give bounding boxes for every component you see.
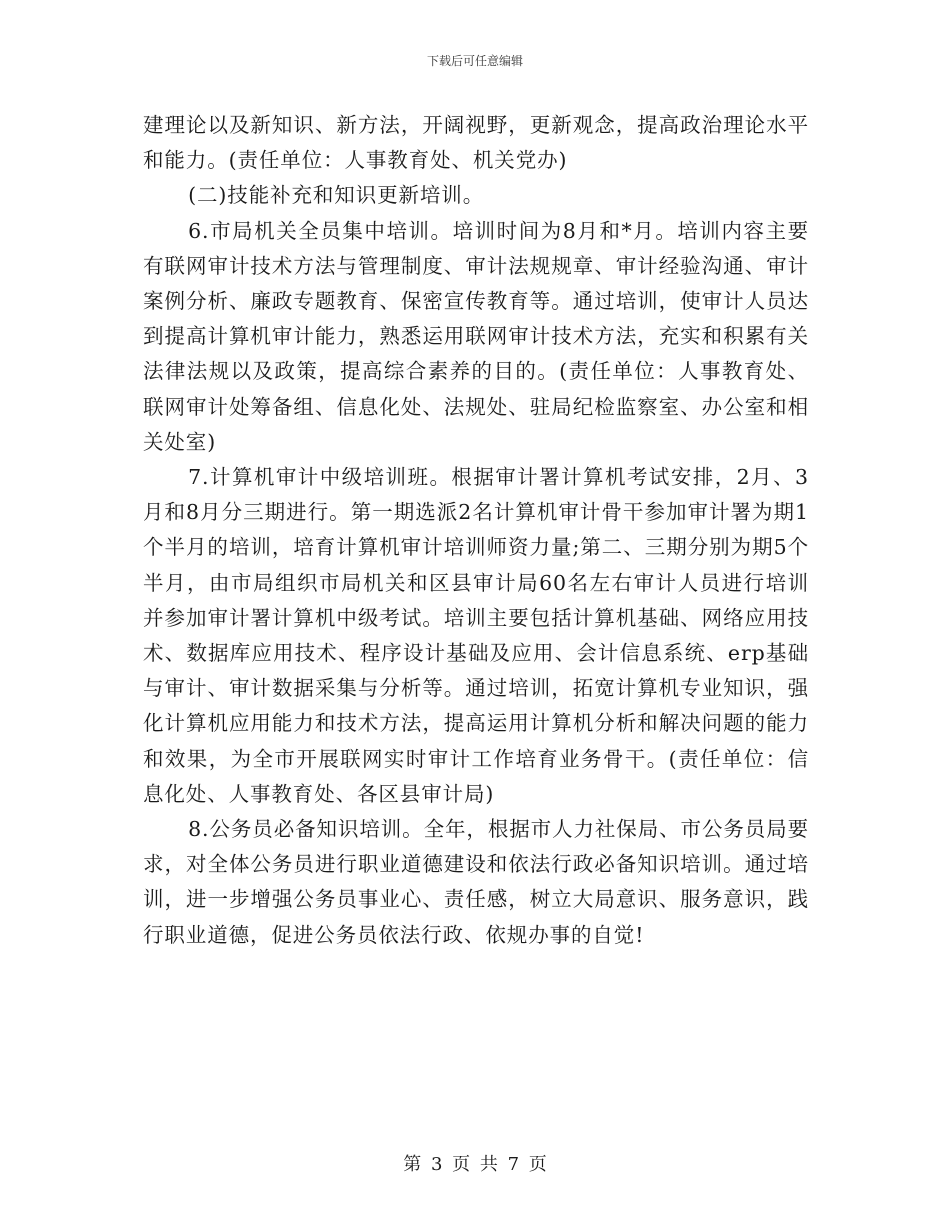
page-header: 下载后可任意编辑 [426, 54, 523, 68]
paragraph-4-item-7: 7.计算机审计中级培训班。根据审计署计算机考试安排，2月、3月和8月分三期进行。第一期选派2名计算机审计骨干参加审计署为期1个半月的培训，培育计算机审计培训师资力量;第二、三期分别为期5个半月，由市局组织市局机关和区县审计局60名左右审计人员进行培训并参加审计署计算机中级考试。培训主要包括计算机基础、网络应用技术、数据库应用技术、程序设计基础及应用、会计信息系统、erp基础与审计、审计数据采集与分析等。通过培训，拓宽计算机专业知识，强化计算机应用能力和技术方法，提高运用计算机分析和解决问题的能力和效果，为全市开展联网实时审计工作培育业务骨干。(责任单位：信息化处、人事教育处、各区县审计局) [143, 465, 809, 806]
paragraph-1: 建理论以及新知识、新方法，开阔视野，更新观念，提高政治理论水平和能力。(责任单位：人事教育处、机关党办) [143, 113, 809, 173]
paragraph-5-item-8: 8.公务员必备知识培训。全年，根据市人力社保局、市公务员局要求，对全体公务员进行职业道德建设和依法行政必备知识培训。通过培训，进一步增强公务员事业心、责任感，树立大局意识、服务意识，践行职业道德，促进公务员依法行政、依规办事的自觉! [143, 817, 809, 947]
paragraph-2-subheading: (二)技能补充和知识更新培训。 [188, 183, 485, 208]
page-number-footer: 第 3 页 共 7 页 [403, 1154, 547, 1175]
document-body [143, 108, 809, 953]
paragraph-3-item-6: 6.市局机关全员集中培训。培训时间为8月和*月。培训内容主要有联网审计技术方法与管理制度、审计法规规章、审计经验沟通、审计案例分析、廉政专题教育、保密宣传教育等。通过培训，使审计人员达到提高计算机审计能力，熟悉运用联网审计技术方法，充实和积累有关法律法规以及政策，提高综合素养的目的。(责任单位：人事教育处、联网审计处筹备组、信息化处、法规处、驻局纪检监察室、办公室和相关处室) [143, 218, 809, 454]
